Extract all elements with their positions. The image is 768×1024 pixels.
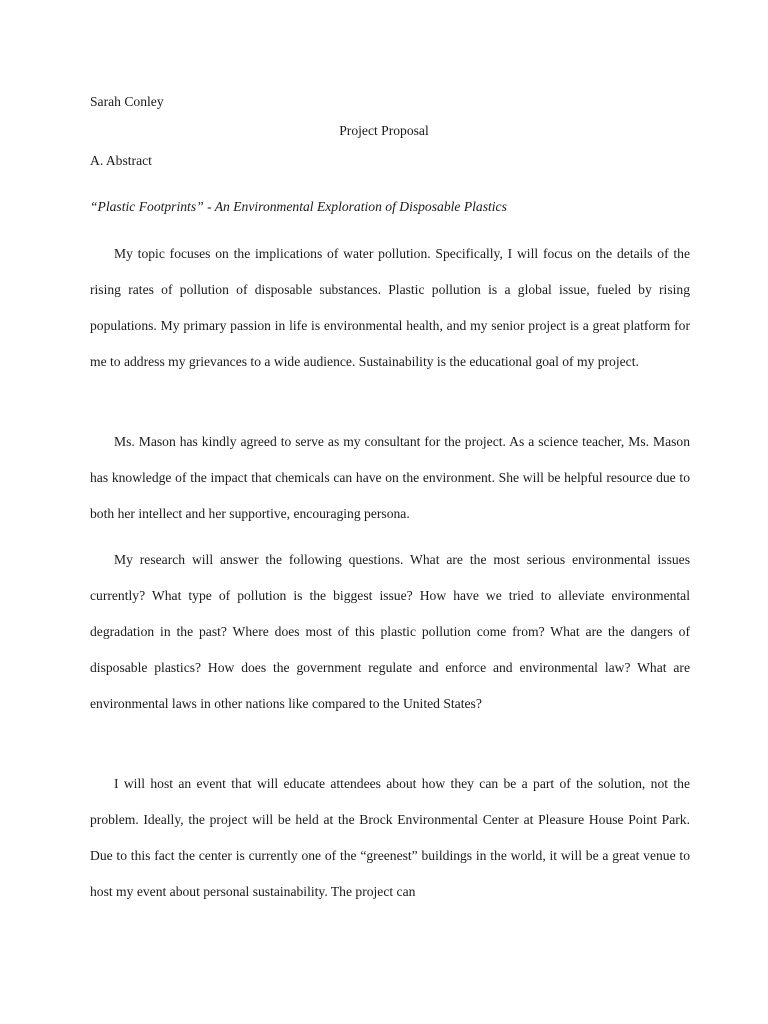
section-heading: A. Abstract bbox=[90, 153, 152, 168]
paragraph-event: I will host an event that will educate attendees about how they can be a part of the solution, not the problem. Ideally, the project will be held at the Brock Environmental Center at Pleasure House Point Park. Due to this fact the center is currently one of the “greenest” buildings in the world, it will be a great venue to host my event about personal sustainability. The project can bbox=[90, 776, 690, 899]
paragraph-topic: My topic focuses on the implications of water pollution. Specifically, I will focus on the details of the rising rates of pollution of disposable substances. Plastic pollution is a global issue, fueled by rising populations. My primary passion in life is environmental health, and my senior project is a great platform for me to address my grievances to a wide audience. Sustainability is the educational goal of my project. bbox=[90, 246, 690, 369]
paragraph-research-questions: My research will answer the following questions. What are the most serious environmental issues currently? What type of pollution is the biggest issue? How have we tried to alleviate environmental degradation in the past? Where does most of this plastic pollution come from? What are the dangers of disposable plastics? How does the government regulate and enforce and environmental law? What are environmental laws in other nations like compared to the United States? bbox=[90, 552, 690, 711]
paragraph-consultant: Ms. Mason has kindly agreed to serve as my consultant for the project. As a science teacher, Ms. Mason has knowledge of the impact that chemicals can have on the environment. She will be helpful resource due to both her intellect and her supportive, encouraging persona. bbox=[90, 434, 690, 521]
project-subtitle: “Plastic Footprints” - An Environmental Exploration of Disposable Plastics bbox=[90, 199, 507, 214]
author-name: Sarah Conley bbox=[90, 94, 164, 109]
document-title: Project Proposal bbox=[339, 123, 429, 138]
